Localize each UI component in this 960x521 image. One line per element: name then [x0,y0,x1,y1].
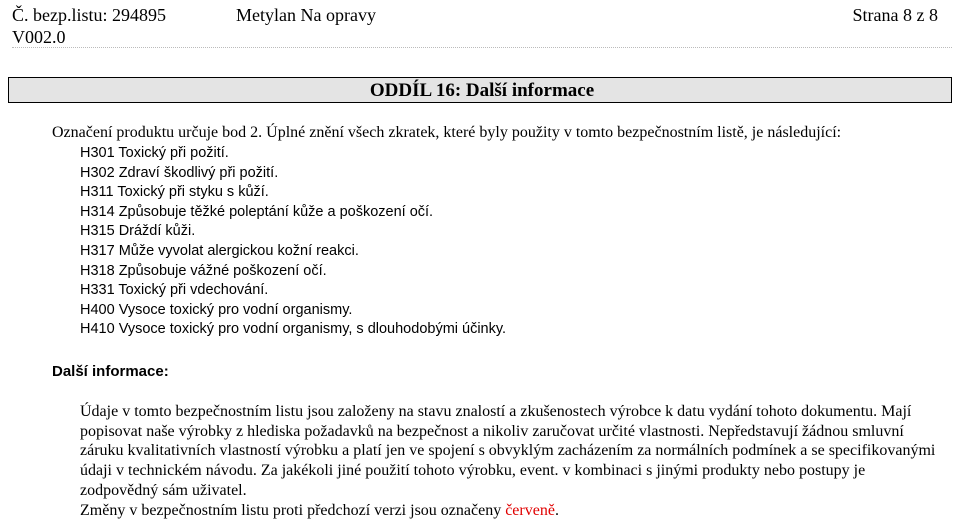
list-item: H400 Vysoce toxický pro vodní organismy. [80,301,353,318]
list-item: H331 Toxický při vdechování. [80,282,269,299]
list-item: H318 Způsobuje vážné poškození očí. [80,262,327,279]
version: V002.0 [12,27,66,47]
further-info-label: Další informace: [52,363,169,380]
list-item: H315 Dráždí kůži. [80,223,196,240]
product-name: Metylan Na opravy [236,5,376,25]
section-title: ODDÍL 16: Další informace [369,80,595,101]
list-item: H302 Zdraví škodlivý při požití. [80,164,279,181]
intro-text: Označení produktu určuje bod 2. Úplné znění všech zkratek, které byly použity v tomto bezpečnostním listě, je následující: [52,124,842,141]
changes-note [80,501,946,521]
changes-prefix: Změny v bezpečnostním listu proti předchozí verzi jsou označeny [80,501,506,519]
further-info-text [80,402,946,520]
header-rule [12,47,952,48]
doc-number: Č. bezp.listu: 294895 [12,5,166,25]
list-item: H301 Toxický při požití. [80,145,229,161]
page-info: Strana 8 z 8 [852,5,938,25]
section-header [8,77,952,103]
list-item: H314 Způsobuje těžké poleptání kůže a poškození očí. [80,203,434,220]
h-statement-list [80,144,506,340]
list-item: H410 Vysoce toxický pro vodní organismy, s dlouhodobými účinky. [80,321,507,338]
list-item: H317 Může vyvolat alergickou kožní reakci. [80,242,359,259]
disclaimer-paragraph: Údaje v tomto bezpečnostním listu jsou založeny na stavu znalostí a zkušenostech výrobce k datu vydání tohoto dokumentu. Mají popisovat naše výrobky z hlediska požadavků na bezpečnost a nikoliv zaručovat určité vlastnosti. Nepředstavují žádnou smluvní záruku kvalitativních vlastností výrobku a platí jen ve spojení s obvyklým zacházením za normálních podmínek a se specifikovanými údaji v technickém návodu. Za jakékoli jiné použití tohoto výrobku, event. v kombinaci s jinými produkty nebo postupy je zodpovědný sám uživatel. [80,403,936,499]
changes-highlight: červeně [505,501,555,519]
list-item: H311 Toxický při styku s kůží. [80,184,269,201]
changes-suffix: . [554,501,559,519]
